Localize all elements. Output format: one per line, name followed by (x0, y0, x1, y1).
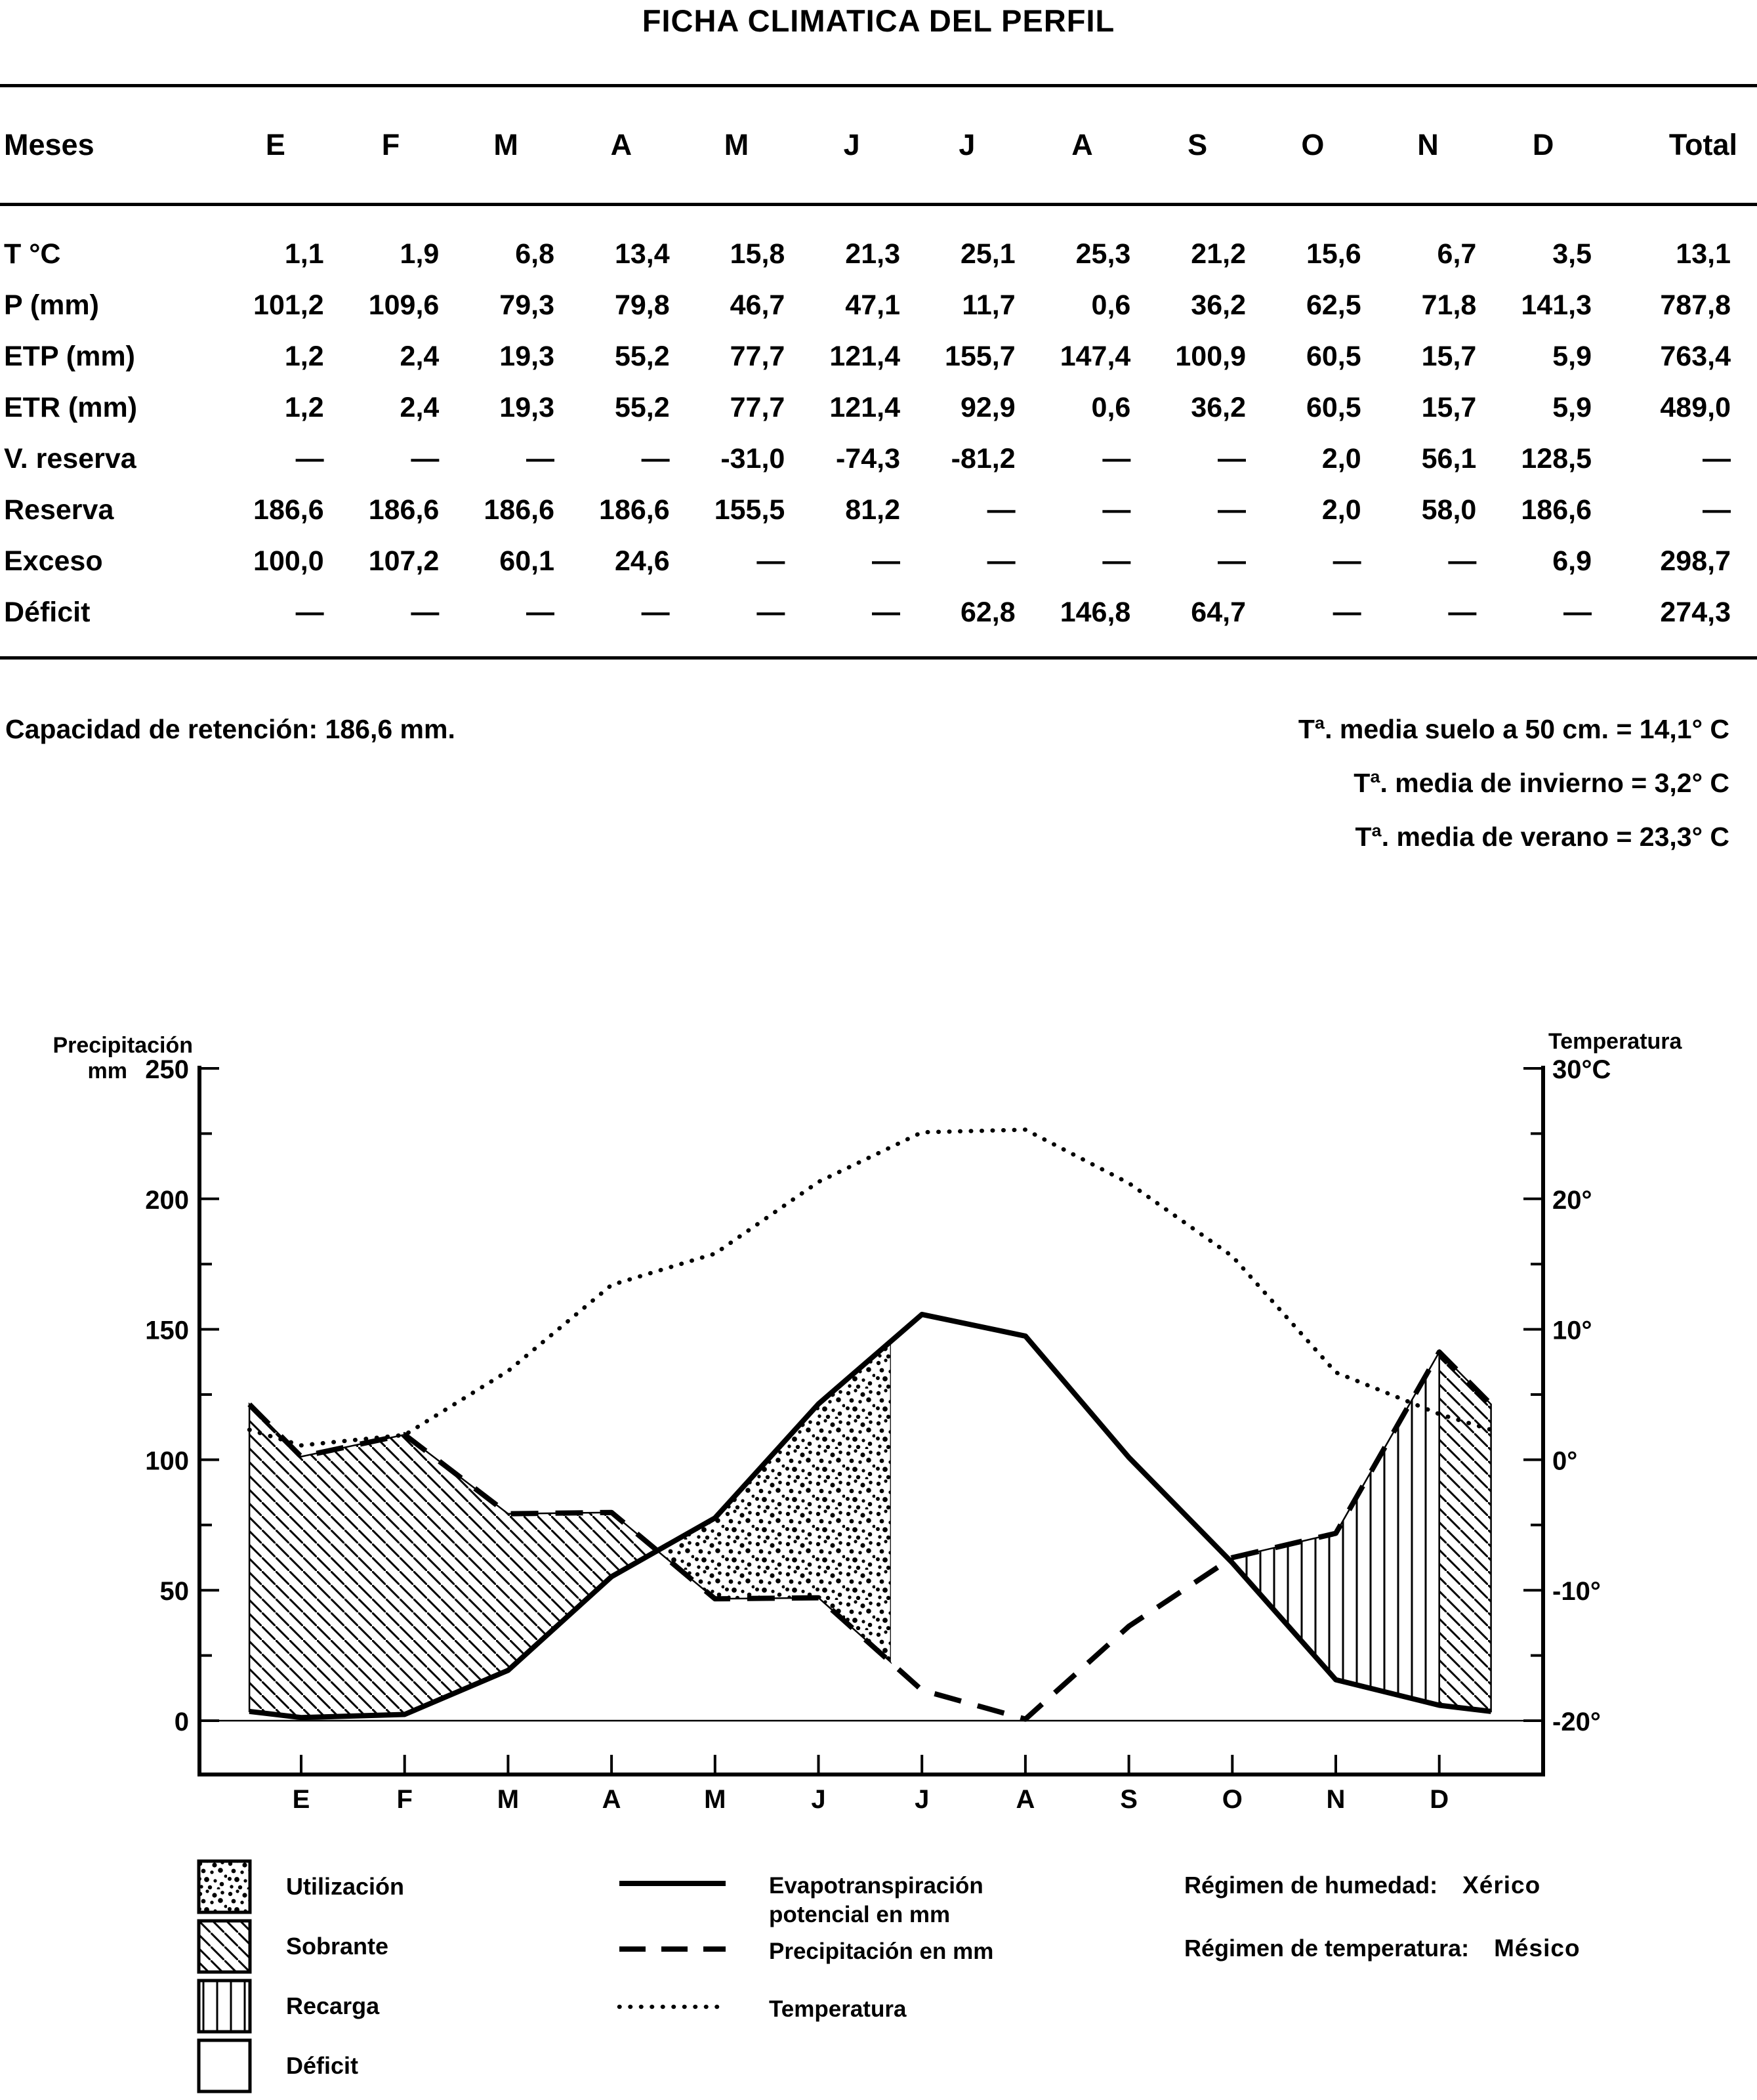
table-cell: 92,9 (960, 391, 1016, 423)
row-label: ETR (mm) (4, 391, 138, 423)
table-cell: 186,6 (599, 494, 670, 526)
right-tick-label: 30°C (1552, 1055, 1611, 1084)
table-header-cell: J (843, 128, 860, 161)
table-cell: 155,7 (945, 340, 1016, 372)
legend-pattern-label: Recarga (286, 1992, 380, 2019)
table-cell: 64,7 (1191, 596, 1246, 628)
table-cell: — (1102, 494, 1131, 526)
legend-pattern-label: Sobrante (286, 1933, 389, 1960)
table-cell: -31,0 (720, 442, 785, 474)
table-cell: — (526, 442, 554, 474)
table-cell: 2,4 (400, 340, 440, 372)
right-tick-label: 10° (1552, 1316, 1592, 1345)
month-label: E (292, 1785, 310, 1814)
left-tick-label: 100 (145, 1446, 189, 1476)
table-cell: 186,6 (368, 494, 440, 526)
regime-value: Xérico (1462, 1872, 1541, 1899)
table-header-cell: A (1071, 128, 1093, 161)
table-cell: 25,1 (960, 238, 1016, 270)
table-cell: 109,6 (368, 289, 440, 321)
retention-capacity-note: Capacidad de retención: 186,6 mm. (5, 714, 455, 744)
table-header-cell: F (381, 128, 400, 161)
table-cell: 0,6 (1091, 289, 1131, 321)
table-cell: 15,7 (1421, 340, 1477, 372)
table-cell: — (295, 442, 324, 474)
table-cell: 79,8 (614, 289, 670, 321)
table-header-cell: M (493, 128, 518, 161)
table-cell: -81,2 (951, 442, 1016, 474)
row-label: ETP (mm) (4, 340, 135, 372)
table-cell: 55,2 (614, 340, 670, 372)
right-tick-label: -20° (1552, 1708, 1601, 1736)
table-cell: — (295, 596, 324, 628)
table-cell: 141,3 (1521, 289, 1592, 321)
table-header-cell: E (265, 128, 285, 161)
table-cell: — (1218, 545, 1246, 577)
table-cell: — (756, 545, 785, 577)
table-cell: 21,2 (1191, 238, 1246, 270)
table-cell: — (1703, 494, 1731, 526)
month-label: O (1222, 1785, 1243, 1814)
table-cell: 763,4 (1660, 340, 1731, 372)
table-cell: 6,9 (1552, 545, 1592, 577)
table-cell: 1,2 (284, 391, 324, 423)
table-cell: 60,5 (1306, 340, 1361, 372)
table-cell: 2,0 (1321, 494, 1361, 526)
month-label: M (497, 1785, 520, 1814)
table-cell: 6,7 (1437, 238, 1477, 270)
row-label: Exceso (4, 545, 103, 577)
table-cell: 186,6 (484, 494, 554, 526)
right-axis-title: Temperatura (1548, 1029, 1682, 1054)
month-label: M (704, 1785, 726, 1814)
legend-line-label-line: potencial en mm (769, 1902, 951, 1927)
table-cell: 274,3 (1660, 596, 1731, 628)
table-cell: 186,6 (1521, 494, 1592, 526)
left-tick-label: 0 (174, 1708, 189, 1736)
table-cell: — (1703, 442, 1731, 474)
table-cell: — (1563, 596, 1592, 628)
table-cell: 3,5 (1552, 238, 1592, 270)
winter-temp-note: Tª. media de invierno = 3,2° C (1354, 768, 1729, 798)
row-label: T °C (4, 238, 61, 270)
table-cell: — (987, 494, 1016, 526)
regime-value: Mésico (1494, 1935, 1581, 1962)
right-tick-label: 20° (1552, 1185, 1592, 1215)
table-cell: 13,1 (1676, 238, 1731, 270)
table-cell: 2,4 (400, 391, 440, 423)
left-tick-label: 150 (145, 1316, 189, 1345)
month-label: J (811, 1785, 826, 1814)
table-cell: 47,1 (845, 289, 900, 321)
table-cell: — (641, 442, 670, 474)
table-cell: 60,1 (499, 545, 554, 577)
right-tick-label: -10° (1552, 1577, 1601, 1606)
table-cell: 2,0 (1321, 442, 1361, 474)
legend-pattern-label: Utilización (286, 1873, 405, 1900)
table-cell: — (641, 596, 670, 628)
month-label: A (1016, 1785, 1035, 1814)
table-cell: 5,9 (1552, 391, 1592, 423)
row-label: V. reserva (4, 442, 136, 474)
table-cell: 77,7 (730, 391, 785, 423)
table-cell: 56,1 (1421, 442, 1477, 474)
table-cell: 100,9 (1175, 340, 1246, 372)
legend-line-label-line: Temperatura (769, 1996, 907, 2022)
right-tick-label: 0° (1552, 1446, 1578, 1476)
table-cell: 489,0 (1660, 391, 1731, 423)
month-label: D (1430, 1785, 1449, 1814)
table-cell: 0,6 (1091, 391, 1131, 423)
left-axis-unit: mm (87, 1059, 127, 1083)
legend-line-label-line: Evapotranspiración (769, 1873, 983, 1899)
left-tick-label: 50 (159, 1577, 189, 1606)
table-cell: — (872, 596, 900, 628)
table-cell: — (1448, 545, 1477, 577)
table-cell: 1,1 (284, 238, 324, 270)
month-label: S (1120, 1785, 1138, 1814)
table-cell: — (411, 596, 440, 628)
table-cell: — (1333, 545, 1361, 577)
regime-label: Régimen de humedad: (1184, 1872, 1438, 1899)
table-cell: 121,4 (829, 391, 900, 423)
region-sobrante-right (1439, 1352, 1491, 1712)
table-cell: 121,4 (829, 340, 900, 372)
month-label: N (1326, 1785, 1346, 1814)
month-label: A (602, 1785, 621, 1814)
table-cell: 62,8 (960, 596, 1016, 628)
table-cell: 36,2 (1191, 289, 1246, 321)
table-cell: 100,0 (253, 545, 324, 577)
left-tick-label: 200 (145, 1185, 189, 1215)
table-cell: 77,7 (730, 340, 785, 372)
table-cell: 24,6 (614, 545, 670, 577)
table-cell: 19,3 (499, 340, 554, 372)
table-cell: 107,2 (368, 545, 440, 577)
month-label: J (915, 1785, 930, 1814)
table-cell: — (756, 596, 785, 628)
table-cell: — (987, 545, 1016, 577)
table-cell: 5,9 (1552, 340, 1592, 372)
table-cell: — (1218, 442, 1246, 474)
region-recarga (1230, 1352, 1439, 1705)
table-cell: 36,2 (1191, 391, 1246, 423)
row-label: Déficit (4, 596, 91, 628)
table-header-cell: Total (1668, 128, 1737, 161)
table-cell: 21,3 (845, 238, 900, 270)
table-cell: 25,3 (1075, 238, 1131, 270)
table-cell: — (1448, 596, 1477, 628)
table-header-cell: N (1417, 128, 1439, 161)
table-cell: 787,8 (1660, 289, 1731, 321)
table-cell: 298,7 (1660, 545, 1731, 577)
table-cell: 79,3 (499, 289, 554, 321)
region-utilizacion (657, 1341, 891, 1662)
table-cell: 81,2 (845, 494, 900, 526)
table-header-cell: D (1532, 128, 1554, 161)
table-cell: 71,8 (1421, 289, 1477, 321)
table-cell: — (411, 442, 440, 474)
table-cell: — (1102, 442, 1131, 474)
left-axis-title: Precipitación (52, 1033, 193, 1058)
legend-line-label-line: Precipitación en mm (769, 1939, 994, 1964)
table-cell: 186,6 (253, 494, 324, 526)
table-cell: 19,3 (499, 391, 554, 423)
table-cell: 128,5 (1521, 442, 1592, 474)
table-header-cell: S (1188, 128, 1208, 161)
legend-pattern-label: Déficit (286, 2052, 359, 2079)
table-cell: 147,4 (1060, 340, 1131, 372)
table-header-cell: Meses (4, 128, 94, 161)
soil-temp-note: Tª. media suelo a 50 cm. = 14,1° C (1298, 714, 1729, 744)
table-cell: 155,5 (714, 494, 785, 526)
table-cell: 1,2 (284, 340, 324, 372)
table-header-cell: O (1301, 128, 1325, 161)
table-cell: 6,8 (515, 238, 554, 270)
table-header-cell: A (610, 128, 632, 161)
row-label: P (mm) (4, 289, 99, 321)
row-label: Reserva (4, 494, 114, 526)
table-cell: 55,2 (614, 391, 670, 423)
table-cell: — (526, 596, 554, 628)
table-cell: 1,9 (400, 238, 440, 270)
regime-label: Régimen de temperatura: (1184, 1935, 1470, 1962)
table-cell: 13,4 (614, 238, 670, 270)
table-cell: 146,8 (1060, 596, 1131, 628)
table-cell: 15,6 (1306, 238, 1361, 270)
table-cell: — (1218, 494, 1246, 526)
table-cell: 62,5 (1306, 289, 1361, 321)
table-cell: — (872, 545, 900, 577)
summer-temp-note: Tª. media de verano = 23,3° C (1355, 822, 1729, 852)
table-cell: 58,0 (1421, 494, 1477, 526)
table-cell: 101,2 (253, 289, 324, 321)
table-cell: — (1102, 545, 1131, 577)
table-cell: 15,8 (730, 238, 785, 270)
table-cell: — (1333, 596, 1361, 628)
table-cell: 46,7 (730, 289, 785, 321)
month-label: F (396, 1785, 413, 1814)
table-cell: -74,3 (835, 442, 900, 474)
left-tick-label: 250 (145, 1055, 189, 1084)
table-header-cell: J (959, 128, 976, 161)
table-cell: 60,5 (1306, 391, 1361, 423)
table-cell: 11,7 (962, 289, 1016, 321)
page-title: FICHA CLIMATICA DEL PERFIL (642, 3, 1115, 38)
table-cell: 15,7 (1421, 391, 1477, 423)
table-header-cell: M (724, 128, 749, 161)
region-sobrante-left (249, 1404, 657, 1717)
